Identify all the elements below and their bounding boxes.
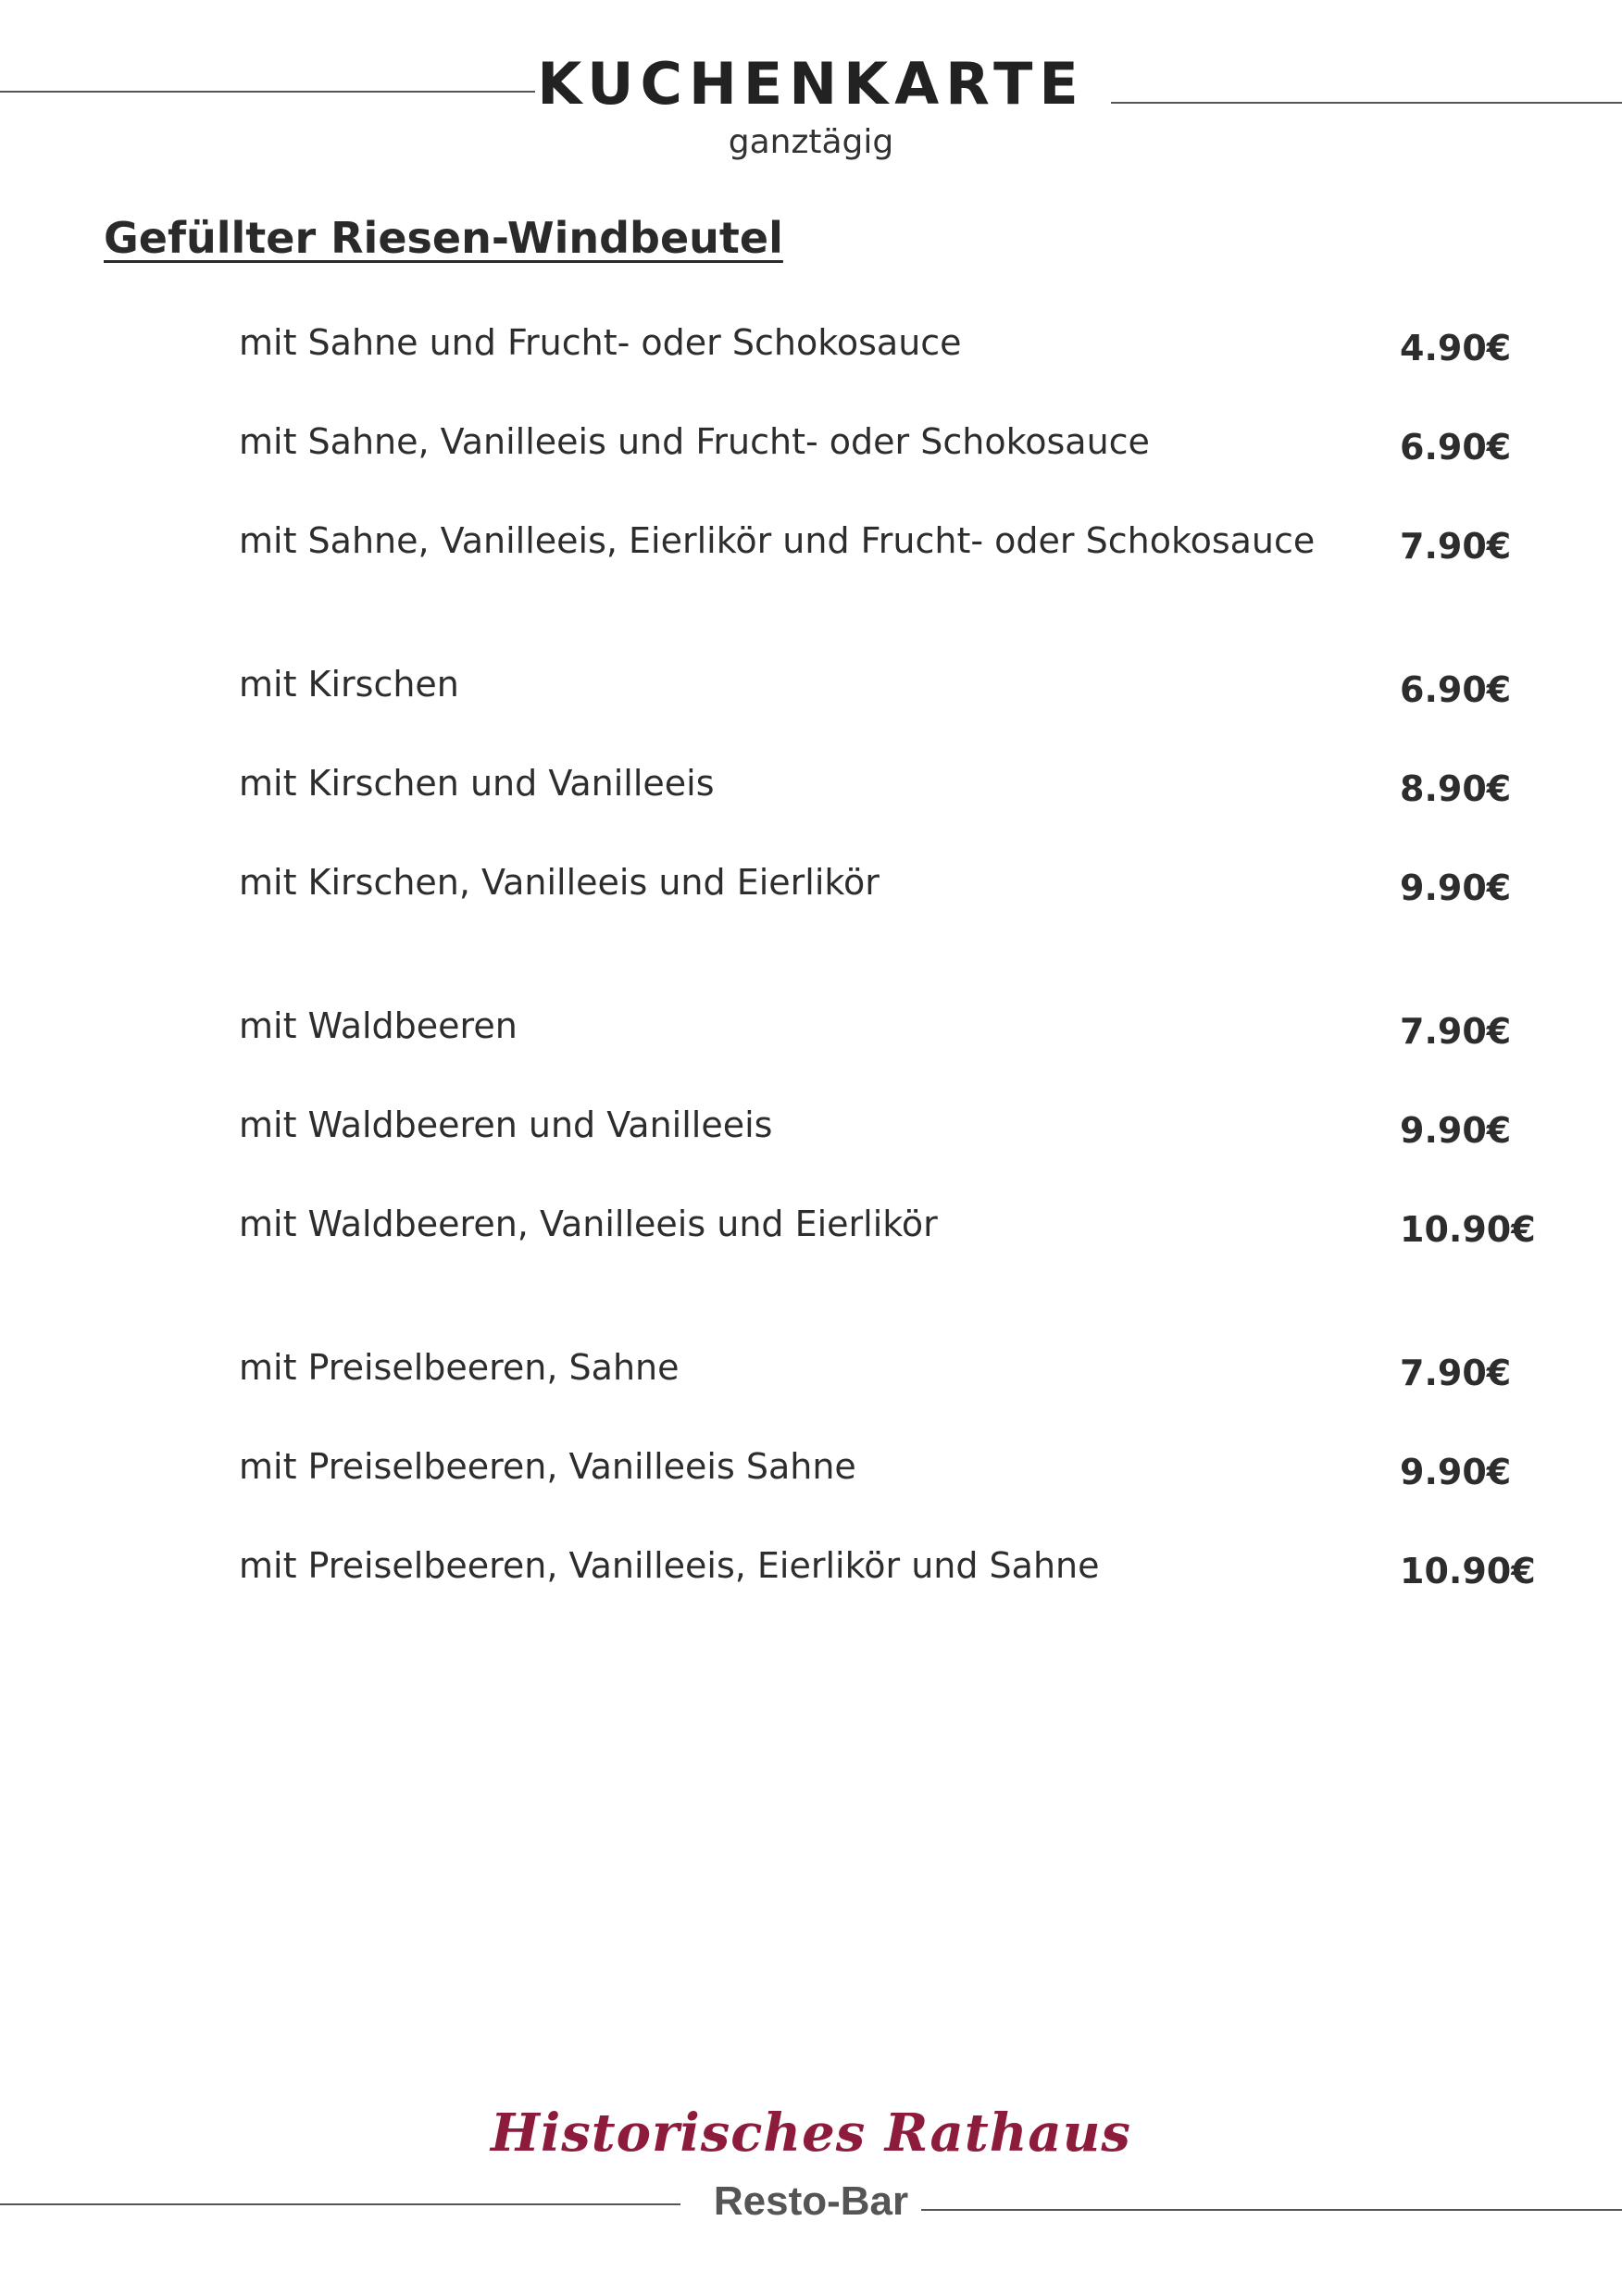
menu-item-name: mit Waldbeeren bbox=[239, 1005, 518, 1046]
page-title: KUCHENKARTE bbox=[537, 50, 1085, 118]
menu-item bbox=[239, 1196, 1535, 1295]
menu-item-name: mit Waldbeeren, Vanilleeis und Eierlikör bbox=[239, 1204, 938, 1244]
page-subtitle: ganztägig bbox=[728, 123, 894, 161]
menu-item bbox=[239, 1439, 1535, 1538]
footer-rule-right bbox=[921, 2209, 1622, 2211]
menu-item-price: 7.90€ bbox=[1400, 1011, 1512, 1052]
header-rule-right bbox=[1111, 102, 1622, 104]
brand-subtitle: Resto-Bar bbox=[713, 2178, 909, 2224]
menu-item bbox=[239, 755, 1535, 855]
menu-item-price: 10.90€ bbox=[1400, 1209, 1536, 1250]
menu-item-price: 4.90€ bbox=[1400, 328, 1512, 368]
menu-group bbox=[239, 656, 1535, 954]
menu-item-name: mit Preiselbeeren, Vanilleeis Sahne bbox=[239, 1446, 856, 1487]
menu-group bbox=[239, 1340, 1535, 1637]
menu-group bbox=[239, 315, 1535, 612]
menu-item bbox=[239, 656, 1535, 755]
menu-item-name: mit Sahne, Vanilleeis, Eierlikör und Frucht- oder Schokosauce bbox=[239, 520, 1316, 561]
menu-item-name: mit Kirschen und Vanilleeis bbox=[239, 763, 715, 804]
menu-item-price: 6.90€ bbox=[1400, 669, 1512, 710]
menu-item-price: 10.90€ bbox=[1400, 1551, 1536, 1591]
menu-item-name: mit Preiselbeeren, Vanilleeis, Eierlikör und Sahne bbox=[239, 1545, 1100, 1586]
menu-item-price: 8.90€ bbox=[1400, 768, 1512, 809]
menu-item bbox=[239, 513, 1535, 612]
menu-item bbox=[239, 998, 1535, 1097]
menu-list bbox=[239, 315, 1535, 1681]
menu-item-price: 7.90€ bbox=[1400, 1353, 1512, 1393]
menu-item-name: mit Kirschen, Vanilleeis und Eierlikör bbox=[239, 862, 880, 903]
menu-item bbox=[239, 315, 1535, 414]
menu-item-name: mit Kirschen bbox=[239, 664, 459, 705]
menu-item bbox=[239, 855, 1535, 954]
menu-item bbox=[239, 1097, 1535, 1196]
menu-item-price: 9.90€ bbox=[1400, 1452, 1512, 1492]
menu-group bbox=[239, 998, 1535, 1295]
menu-item-price: 9.90€ bbox=[1400, 1110, 1512, 1151]
brand-logo-text: Historisches Rathaus bbox=[491, 2103, 1131, 2164]
menu-item-price: 6.90€ bbox=[1400, 427, 1512, 468]
menu-item-price: 7.90€ bbox=[1400, 526, 1512, 567]
section-heading: Gefüllter Riesen-Windbeutel bbox=[104, 213, 783, 263]
menu-item-name: mit Sahne und Frucht- oder Schokosauce bbox=[239, 322, 962, 363]
menu-item-name: mit Preiselbeeren, Sahne bbox=[239, 1347, 680, 1388]
menu-item bbox=[239, 1538, 1535, 1637]
menu-item bbox=[239, 1340, 1535, 1439]
menu-item-price: 9.90€ bbox=[1400, 867, 1512, 908]
menu-item-name: mit Sahne, Vanilleeis und Frucht- oder Schokosauce bbox=[239, 421, 1150, 462]
menu-item bbox=[239, 414, 1535, 513]
menu-item-name: mit Waldbeeren und Vanilleeis bbox=[239, 1104, 773, 1145]
